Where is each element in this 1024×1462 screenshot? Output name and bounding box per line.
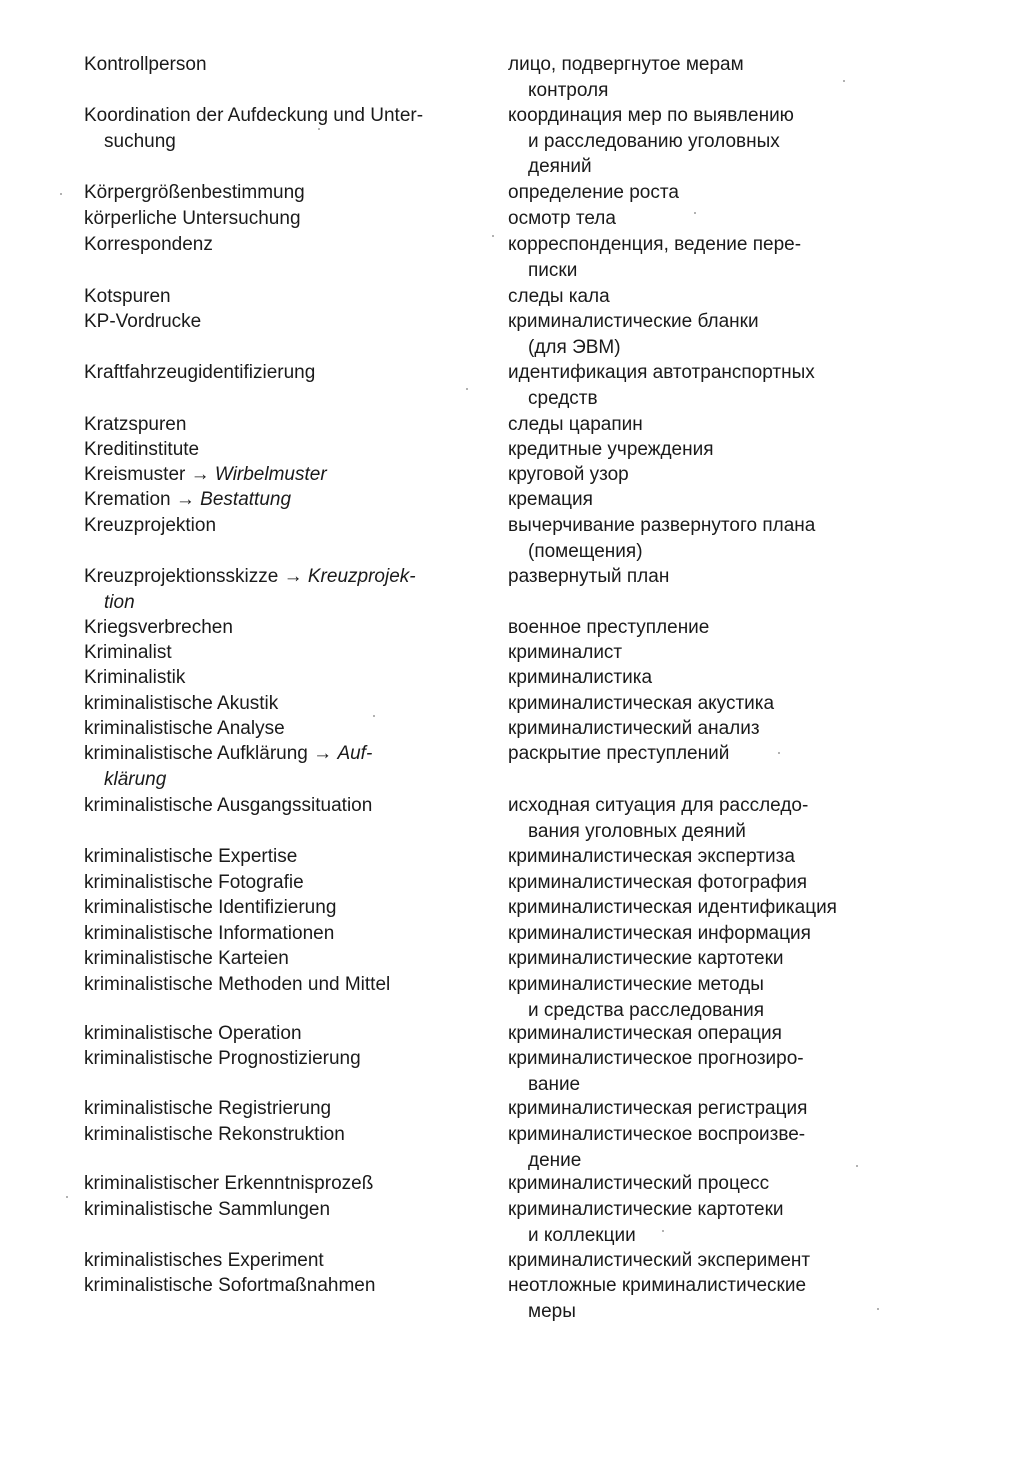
german-term (84, 487, 464, 513)
german-term (84, 793, 464, 819)
german-term (84, 741, 464, 792)
german-term (84, 412, 464, 438)
german-term (84, 1096, 464, 1122)
german-term-text: kriminalistische Identifizierung (84, 897, 337, 918)
german-term-text: kriminalistische Fotografie (84, 872, 304, 893)
russian-translation (508, 1122, 948, 1173)
cross-reference: Bestattung (200, 489, 292, 510)
russian-translation (508, 615, 948, 641)
russian-translation (508, 284, 948, 310)
russian-translation-text: (для ЭВМ) (528, 336, 621, 358)
cross-reference: tion (104, 591, 135, 613)
scan-speck (778, 752, 780, 754)
cross-reference-arrow-icon: → (307, 743, 338, 764)
german-term (84, 895, 464, 921)
german-term (84, 284, 464, 310)
russian-translation-text: раскрытие преступлений (508, 743, 730, 764)
russian-translation-text: определение роста (508, 182, 679, 203)
german-term-text: Kreuzprojektion (84, 515, 217, 536)
russian-translation-text: писки (528, 259, 578, 281)
german-term-text: Kreditinstitute (84, 439, 200, 460)
russian-translation (508, 462, 948, 488)
german-term (84, 206, 464, 232)
german-term-text: kriminalistische Sammlungen (84, 1199, 331, 1220)
russian-translation (508, 1273, 948, 1324)
russian-translation (508, 564, 948, 590)
german-term-text: Kreismuster (84, 464, 186, 485)
german-term (84, 691, 464, 717)
german-term (84, 1197, 464, 1223)
german-term-line (84, 564, 464, 590)
german-term-text: Kotspuren (84, 286, 171, 307)
russian-translation-text: следы царапин (508, 414, 643, 435)
german-term-text: kriminalistische Rekonstruktion (84, 1124, 345, 1145)
russian-translation-text: следы кала (508, 286, 610, 307)
russian-translation (508, 870, 948, 896)
russian-translation-text: неотложные криминалистические (508, 1275, 807, 1296)
russian-translation-text: криминалистический анализ (508, 718, 760, 739)
german-term-text: Kriegsverbrechen (84, 617, 233, 638)
russian-translation-text: криминалистическое прогнозиро- (508, 1048, 804, 1069)
russian-translation-text: дение (528, 1149, 582, 1171)
russian-translation-text: криминалистическая информация (508, 923, 811, 944)
german-term-text: Korrespondenz (84, 234, 213, 255)
cross-reference: Auf- (337, 743, 373, 764)
russian-translation (508, 691, 948, 717)
russian-translation-text: криминалистическая операция (508, 1023, 782, 1044)
scan-speck (492, 235, 494, 237)
german-term-text: kriminalistische Prognostizierung (84, 1048, 361, 1069)
german-term (84, 103, 464, 154)
scan-speck (694, 212, 696, 214)
cross-reference: Kreuzprojek- (307, 566, 416, 587)
german-term-line (84, 741, 464, 767)
german-term-text: Kontrollperson (84, 54, 207, 75)
russian-translation-text: развернутый план (508, 566, 670, 587)
russian-translation-text: криминалистические картотеки (508, 948, 784, 969)
german-term-text: Kraftfahrzeugidentifizierung (84, 362, 316, 383)
russian-translation-text: криминалистический эксперимент (508, 1250, 811, 1271)
scan-speck (856, 1165, 858, 1167)
scan-speck (373, 715, 375, 717)
russian-translation (508, 1021, 948, 1047)
scan-speck (66, 1196, 68, 1198)
german-term-text: kriminalistischer Erkenntnisprozeß (84, 1173, 374, 1194)
german-term-text: Kreuzprojektionsskizze (84, 566, 279, 587)
russian-translation (508, 793, 948, 844)
russian-translation (508, 665, 948, 691)
german-term-text: kriminalistische Methoden und Mittel (84, 974, 391, 995)
german-term (84, 1021, 464, 1047)
german-term-text: kriminalistisches Experiment (84, 1250, 324, 1271)
german-term (84, 180, 464, 206)
russian-translation-text: кредитные учреждения (508, 439, 714, 460)
russian-translation (508, 232, 948, 283)
russian-translation (508, 513, 948, 564)
russian-translation-text: (помещения) (528, 540, 643, 562)
german-term-text: kriminalistische Operation (84, 1023, 302, 1044)
scan-speck (466, 388, 468, 390)
german-term (84, 1046, 464, 1072)
russian-translation-text: вания уголовных деяний (528, 820, 746, 842)
russian-translation-text: криминалистическая идентификация (508, 897, 837, 918)
german-term-text: kriminalistische Sofortmaßnahmen (84, 1275, 376, 1296)
russian-translation-text: контроля (528, 79, 609, 101)
russian-translation-text: кремация (508, 489, 593, 510)
russian-translation (508, 103, 948, 180)
german-term (84, 946, 464, 972)
scan-speck (662, 1230, 664, 1232)
german-term-text: KP-Vordrucke (84, 311, 202, 332)
russian-translation (508, 180, 948, 206)
russian-translation (508, 716, 948, 742)
russian-translation-text: круговой узор (508, 464, 629, 485)
russian-translation-text: криминалистический процесс (508, 1173, 770, 1194)
german-term-text: kriminalistische Analyse (84, 718, 285, 739)
russian-translation (508, 1197, 948, 1248)
russian-translation-text: идентификация автотранспортных (508, 362, 815, 383)
russian-translation-text: осмотр тела (508, 208, 616, 229)
russian-translation (508, 1046, 948, 1097)
german-term (84, 870, 464, 896)
russian-translation-text: вычерчивание развернутого плана (508, 515, 816, 536)
german-term-text: kriminalistische Ausgangssituation (84, 795, 373, 816)
german-term-text: körperliche Untersuchung (84, 208, 301, 229)
german-term-text: Kriminalistik (84, 667, 186, 688)
german-term-text: Koordination der Aufdeckung und Unter- (84, 105, 424, 126)
russian-translation-text: и средства расследования (528, 999, 764, 1021)
russian-translation (508, 946, 948, 972)
scan-speck (843, 80, 845, 82)
russian-translation-text: деяний (528, 156, 592, 177)
russian-translation (508, 1096, 948, 1122)
russian-translation (508, 437, 948, 463)
russian-translation-text: криминалистические бланки (508, 311, 759, 332)
german-term (84, 716, 464, 742)
russian-translation (508, 206, 948, 232)
german-term (84, 513, 464, 539)
russian-translation-text: криминалистика (508, 667, 653, 688)
cross-reference: klärung (104, 768, 167, 790)
german-term-text: Körpergrößenbestimmung (84, 182, 305, 203)
german-term (84, 1122, 464, 1148)
german-term (84, 52, 464, 78)
russian-translation (508, 921, 948, 947)
german-term (84, 972, 464, 998)
russian-translation-text: исходная ситуация для расследо- (508, 795, 809, 816)
russian-translation (508, 895, 948, 921)
german-term-text: Kremation (84, 489, 171, 510)
german-term (84, 360, 464, 386)
german-term-text: kriminalistische Registrierung (84, 1098, 332, 1119)
german-term-text: kriminalistische Expertise (84, 846, 298, 867)
russian-translation-text: криминалистическая акустика (508, 693, 775, 714)
russian-translation (508, 741, 948, 767)
german-term (84, 615, 464, 641)
german-term (84, 665, 464, 691)
cross-reference-arrow-icon: → (278, 566, 308, 587)
russian-translation-text: криминалистические картотеки (508, 1199, 784, 1220)
cross-reference-arrow-icon: → (170, 489, 201, 510)
russian-translation (508, 309, 948, 360)
german-term-text: suchung (104, 130, 176, 152)
russian-translation (508, 360, 948, 411)
russian-translation-text: меры (528, 1300, 576, 1322)
scan-speck (877, 1308, 879, 1310)
russian-translation (508, 1171, 948, 1197)
german-term (84, 232, 464, 258)
german-term-text: kriminalistische Informationen (84, 923, 335, 944)
russian-translation-text: и расследованию уголовных (528, 130, 780, 152)
russian-translation-text: криминалистические методы (508, 974, 764, 995)
german-term-text: Kriminalist (84, 642, 172, 663)
russian-translation (508, 1248, 948, 1274)
german-term-line (84, 487, 464, 513)
russian-translation-text: лицо, подвергнутое мерам (508, 54, 744, 75)
german-term (84, 309, 464, 335)
german-term-line (84, 462, 464, 488)
russian-translation-text: криминалистическая фотография (508, 872, 808, 893)
scan-speck (60, 193, 62, 195)
russian-translation-text: криминалистическая регистрация (508, 1098, 808, 1119)
german-term (84, 921, 464, 947)
scan-speck (318, 128, 320, 130)
german-term (84, 1273, 464, 1299)
russian-translation (508, 844, 948, 870)
german-term (84, 437, 464, 463)
russian-translation-text: криминалистическое воспроизве- (508, 1124, 806, 1145)
russian-translation-text: координация мер по выявлению (508, 105, 794, 126)
russian-translation (508, 487, 948, 513)
russian-translation (508, 52, 948, 103)
russian-translation-text: вание (528, 1073, 581, 1095)
russian-translation-text: корреспонденция, ведение пере- (508, 234, 802, 255)
cross-reference-arrow-icon: → (185, 464, 215, 485)
german-term (84, 640, 464, 666)
russian-translation-text: криминалист (508, 642, 623, 663)
cross-reference: Wirbelmuster (214, 464, 327, 485)
german-term-text: kriminalistische Karteien (84, 948, 289, 969)
german-term-text: kriminalistische Akustik (84, 693, 279, 714)
german-term (84, 1248, 464, 1274)
russian-translation-text: средств (528, 387, 598, 409)
russian-translation (508, 412, 948, 438)
russian-translation-text: и коллекции (528, 1224, 636, 1246)
german-term-text: Kratzspuren (84, 414, 187, 435)
russian-translation (508, 972, 948, 1023)
russian-translation-text: военное преступление (508, 617, 710, 638)
german-term (84, 462, 464, 488)
german-term (84, 1171, 464, 1197)
german-term (84, 844, 464, 870)
russian-translation-text: криминалистическая экспертиза (508, 846, 795, 867)
russian-translation (508, 640, 948, 666)
german-term (84, 564, 464, 615)
german-term-text: kriminalistische Aufklärung (84, 743, 308, 764)
